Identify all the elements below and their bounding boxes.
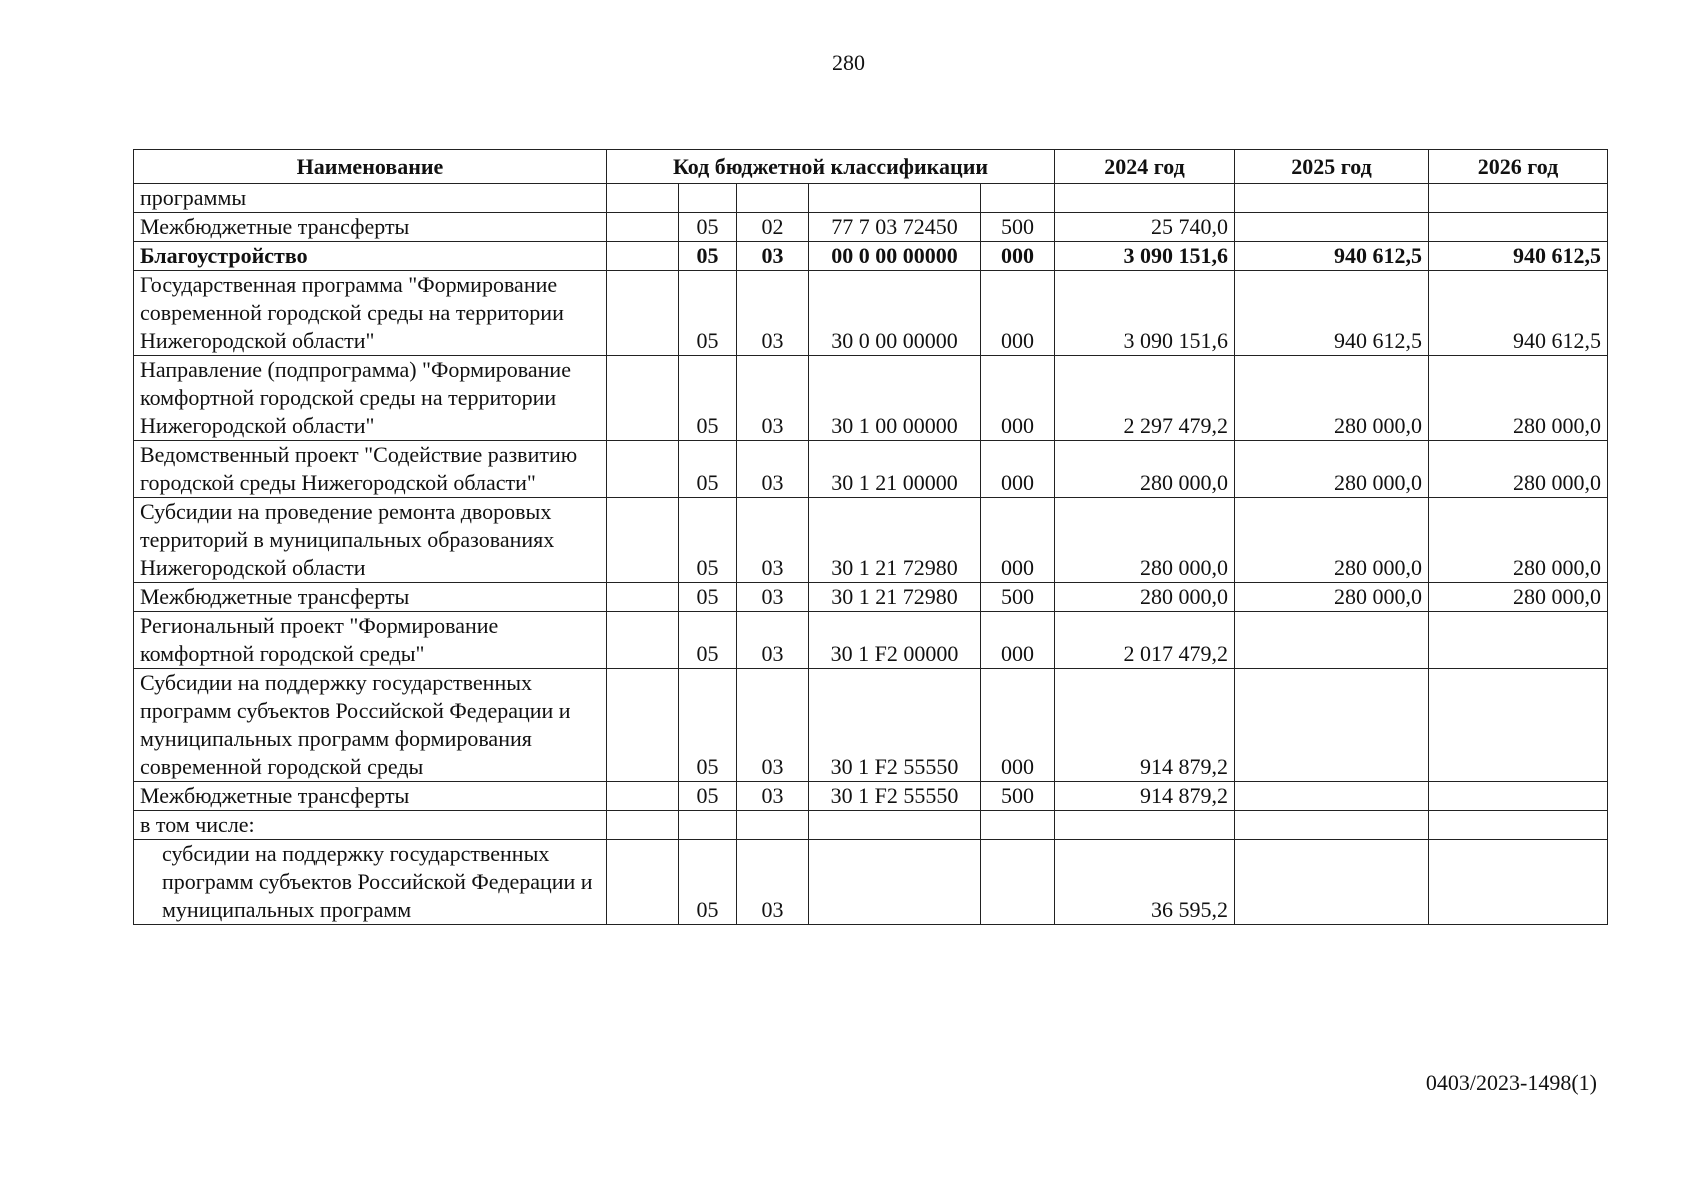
value-2024: 3 090 151,6 — [1055, 271, 1235, 356]
row-name: Межбюджетные трансферты — [134, 213, 607, 242]
code-expense-type: 000 — [981, 498, 1055, 583]
code-target: 30 1 21 00000 — [809, 441, 981, 498]
value-2026 — [1429, 184, 1608, 213]
value-2026 — [1429, 669, 1608, 782]
code-expense-type: 000 — [981, 669, 1055, 782]
table-row — [134, 498, 1608, 583]
value-2026: 280 000,0 — [1429, 356, 1608, 441]
table-row — [134, 271, 1608, 356]
table-row — [134, 213, 1608, 242]
value-2025: 280 000,0 — [1235, 498, 1429, 583]
value-2025 — [1235, 213, 1429, 242]
table-row — [134, 184, 1608, 213]
code-section: 05 — [679, 356, 737, 441]
code-section: 05 — [679, 612, 737, 669]
value-2026: 280 000,0 — [1429, 498, 1608, 583]
value-2024: 914 879,2 — [1055, 669, 1235, 782]
code-section: 05 — [679, 669, 737, 782]
code-subsection: 03 — [737, 498, 809, 583]
value-2026 — [1429, 213, 1608, 242]
value-2024: 280 000,0 — [1055, 583, 1235, 612]
code-section: 05 — [679, 498, 737, 583]
value-2024 — [1055, 184, 1235, 213]
code-section: 05 — [679, 213, 737, 242]
table-row — [134, 441, 1608, 498]
code-target — [809, 184, 981, 213]
code-subsection: 02 — [737, 213, 809, 242]
code-section — [679, 184, 737, 213]
code-subsection: 03 — [737, 242, 809, 271]
code-target: 30 1 F2 55550 — [809, 669, 981, 782]
table-row — [134, 811, 1608, 840]
code-section: 05 — [679, 271, 737, 356]
code-section: 05 — [679, 782, 737, 811]
row-name: Ведомственный проект "Содействие развитию городской среды Нижегородской области" — [134, 441, 607, 498]
row-name: Благоустройство — [134, 242, 607, 271]
code-subsection — [737, 184, 809, 213]
code-col-1 — [607, 612, 679, 669]
code-subsection: 03 — [737, 441, 809, 498]
table-row — [134, 669, 1608, 782]
header-name: Наименование — [134, 150, 607, 184]
value-2024 — [1055, 811, 1235, 840]
code-col-1 — [607, 811, 679, 840]
value-2025 — [1235, 811, 1429, 840]
value-2026 — [1429, 782, 1608, 811]
value-2026: 280 000,0 — [1429, 441, 1608, 498]
row-name: Субсидии на поддержку государственных программ субъектов Российской Федерации и муниципальных программ формирования современной городской среды — [134, 669, 607, 782]
row-name: Региональный проект "Формирование комфортной городской среды" — [134, 612, 607, 669]
row-name: программы — [134, 184, 607, 213]
row-name: Межбюджетные трансферты — [134, 583, 607, 612]
header-row — [134, 150, 1608, 184]
code-expense-type — [981, 184, 1055, 213]
code-subsection: 03 — [737, 271, 809, 356]
value-2025: 280 000,0 — [1235, 583, 1429, 612]
row-name: субсидии на поддержку государственных программ субъектов Российской Федерации и муниципальных программ — [134, 840, 607, 925]
document-code: 0403/2023-1498(1) — [1425, 1070, 1597, 1095]
code-col-1 — [607, 669, 679, 782]
code-subsection: 03 — [737, 612, 809, 669]
code-expense-type: 500 — [981, 782, 1055, 811]
code-section: 05 — [679, 583, 737, 612]
table-row — [134, 356, 1608, 441]
code-section — [679, 811, 737, 840]
value-2025 — [1235, 782, 1429, 811]
code-target: 30 1 00 00000 — [809, 356, 981, 441]
code-subsection: 03 — [737, 583, 809, 612]
table-row — [134, 840, 1608, 925]
table-row — [134, 583, 1608, 612]
page-number: 280 — [832, 50, 865, 75]
code-expense-type — [981, 840, 1055, 925]
value-2026: 940 612,5 — [1429, 242, 1608, 271]
row-name: Субсидии на проведение ремонта дворовых территорий в муниципальных образованиях Нижегородской области — [134, 498, 607, 583]
code-target: 00 0 00 00000 — [809, 242, 981, 271]
code-col-1 — [607, 782, 679, 811]
value-2024: 2 297 479,2 — [1055, 356, 1235, 441]
value-2024: 280 000,0 — [1055, 498, 1235, 583]
code-target — [809, 811, 981, 840]
code-target: 30 1 F2 55550 — [809, 782, 981, 811]
header-2025: 2025 год — [1235, 150, 1429, 184]
value-2024: 25 740,0 — [1055, 213, 1235, 242]
code-subsection: 03 — [737, 669, 809, 782]
value-2026: 940 612,5 — [1429, 271, 1608, 356]
code-target: 30 0 00 00000 — [809, 271, 981, 356]
code-target: 30 1 21 72980 — [809, 498, 981, 583]
code-expense-type: 500 — [981, 583, 1055, 612]
code-col-1 — [607, 583, 679, 612]
row-name: Государственная программа "Формирование современной городской среды на территории Нижегородской области" — [134, 271, 607, 356]
value-2025: 280 000,0 — [1235, 441, 1429, 498]
table-row — [134, 612, 1608, 669]
code-section: 05 — [679, 441, 737, 498]
header-code: Код бюджетной классификации — [607, 150, 1055, 184]
code-expense-type: 000 — [981, 356, 1055, 441]
code-expense-type: 000 — [981, 441, 1055, 498]
value-2024: 2 017 479,2 — [1055, 612, 1235, 669]
header-2024: 2024 год — [1055, 150, 1235, 184]
code-section: 05 — [679, 840, 737, 925]
value-2025 — [1235, 184, 1429, 213]
value-2026 — [1429, 811, 1608, 840]
code-expense-type: 000 — [981, 612, 1055, 669]
value-2026 — [1429, 612, 1608, 669]
value-2024: 280 000,0 — [1055, 441, 1235, 498]
value-2025: 940 612,5 — [1235, 242, 1429, 271]
code-subsection: 03 — [737, 356, 809, 441]
value-2025 — [1235, 669, 1429, 782]
code-target: 30 1 F2 00000 — [809, 612, 981, 669]
code-subsection — [737, 811, 809, 840]
code-col-1 — [607, 242, 679, 271]
code-target: 77 7 03 72450 — [809, 213, 981, 242]
code-col-1 — [607, 213, 679, 242]
row-name: Направление (подпрограмма) "Формирование комфортной городской среды на территории Нижегородской области" — [134, 356, 607, 441]
value-2024: 3 090 151,6 — [1055, 242, 1235, 271]
code-col-1 — [607, 271, 679, 356]
code-section: 05 — [679, 242, 737, 271]
code-col-1 — [607, 840, 679, 925]
code-target: 30 1 21 72980 — [809, 583, 981, 612]
value-2025: 940 612,5 — [1235, 271, 1429, 356]
value-2024: 36 595,2 — [1055, 840, 1235, 925]
value-2026 — [1429, 840, 1608, 925]
code-target — [809, 840, 981, 925]
header-2026: 2026 год — [1429, 150, 1608, 184]
code-subsection: 03 — [737, 782, 809, 811]
table-row — [134, 242, 1608, 271]
value-2025: 280 000,0 — [1235, 356, 1429, 441]
table-row — [134, 782, 1608, 811]
code-col-1 — [607, 498, 679, 583]
code-expense-type: 000 — [981, 271, 1055, 356]
code-col-1 — [607, 441, 679, 498]
code-expense-type: 500 — [981, 213, 1055, 242]
value-2025 — [1235, 840, 1429, 925]
value-2026: 280 000,0 — [1429, 583, 1608, 612]
code-expense-type: 000 — [981, 242, 1055, 271]
row-name: в том числе: — [134, 811, 607, 840]
value-2025 — [1235, 612, 1429, 669]
code-expense-type — [981, 811, 1055, 840]
code-subsection: 03 — [737, 840, 809, 925]
value-2024: 914 879,2 — [1055, 782, 1235, 811]
code-col-1 — [607, 356, 679, 441]
budget-table — [133, 149, 1608, 925]
row-name: Межбюджетные трансферты — [134, 782, 607, 811]
code-col-1 — [607, 184, 679, 213]
